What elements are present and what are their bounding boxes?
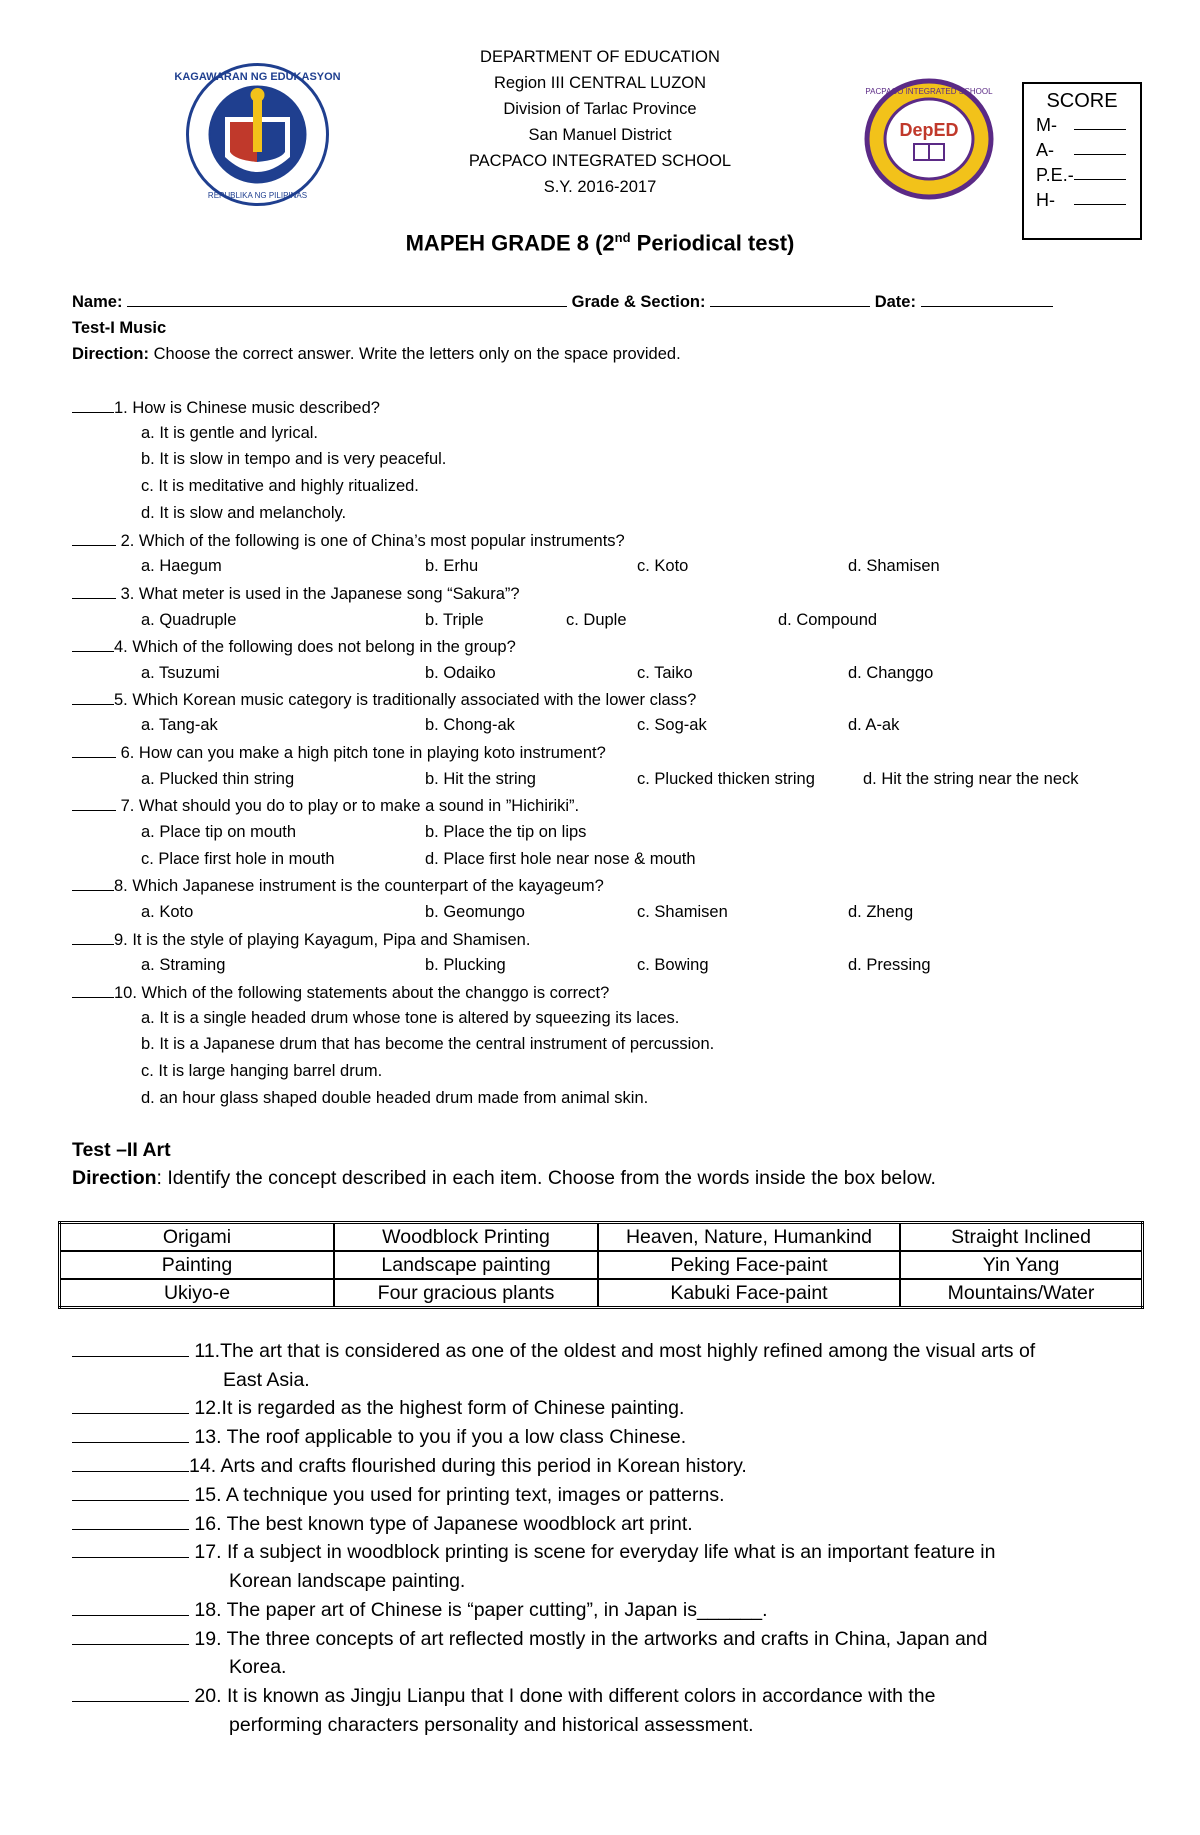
art-item-12: 12.It is regarded as the highest form of Chinese painting. bbox=[72, 1394, 684, 1422]
student-info-row bbox=[72, 288, 1053, 314]
art-item-11: 11.The art that is considered as one of the oldest and most highly refined among the visual arts of bbox=[72, 1337, 1035, 1365]
page-title: MAPEH GRADE 8 (2nd Periodical test) bbox=[405, 230, 795, 256]
word-box-row bbox=[60, 1251, 1143, 1279]
word-box-cell: Landscape painting bbox=[334, 1251, 598, 1279]
answer-blank[interactable] bbox=[72, 394, 114, 413]
header-line: DEPARTMENT OF EDUCATION bbox=[480, 48, 720, 66]
school-header bbox=[300, 44, 900, 200]
option: a. Koto bbox=[141, 903, 194, 921]
option: a. It is gentle and lyrical. bbox=[141, 424, 319, 442]
word-box-cell: Mountains/Water bbox=[900, 1279, 1143, 1308]
question-3: 3. What meter is used in the Japanese song “Sakura”? bbox=[72, 580, 520, 606]
art-item-cont: Korea. bbox=[229, 1656, 287, 1678]
score-row-music[interactable]: M- bbox=[1024, 113, 1140, 138]
option: c. It is large hanging barrel drum. bbox=[141, 1062, 383, 1080]
art-item-15: 15. A technique you used for printing text, images or patterns. bbox=[72, 1481, 725, 1509]
header-line: PACPACO INTEGRATED SCHOOL bbox=[468, 152, 732, 170]
header-line: San Manuel District bbox=[528, 126, 672, 144]
question-6: 6. How can you make a high pitch tone in playing koto instrument? bbox=[72, 739, 606, 765]
test1-heading: Test-I Music bbox=[72, 319, 167, 337]
answer-blank[interactable] bbox=[72, 633, 114, 652]
option: b. Erhu bbox=[425, 557, 479, 575]
score-row-pe[interactable]: P.E.- bbox=[1024, 163, 1140, 188]
seal-bottom-text: REPUBLIKA NG PILIPINAS bbox=[207, 191, 308, 200]
answer-blank[interactable] bbox=[72, 872, 114, 891]
option: a. Plucked thin string bbox=[141, 770, 295, 788]
option: d. Pressing bbox=[848, 956, 931, 974]
word-box-cell: Painting bbox=[60, 1251, 335, 1279]
option: a. It is a single headed drum whose tone is altered by squeezing its laces. bbox=[141, 1009, 680, 1027]
score-title: SCORE bbox=[1046, 90, 1118, 112]
art-item-20: 20. It is known as Jingju Lianpu that I done with different colors in accordance with the bbox=[72, 1682, 936, 1710]
art-item-cont: Korean landscape painting. bbox=[229, 1570, 466, 1592]
grade-section-field[interactable] bbox=[710, 288, 870, 307]
header-line: Region III CENTRAL LUZON bbox=[493, 74, 707, 92]
date-label: Date: bbox=[874, 293, 916, 311]
art-item-14: 14. Arts and crafts flourished during this period in Korean history. bbox=[72, 1452, 747, 1480]
question-4: 4. Which of the following does not belong in the group? bbox=[72, 633, 516, 659]
option: a. Tang-ak bbox=[141, 716, 218, 734]
answer-blank[interactable] bbox=[72, 739, 116, 758]
question-2: 2. Which of the following is one of China’s most popular instruments? bbox=[72, 527, 625, 553]
option: b. Odaiko bbox=[425, 664, 496, 682]
word-box-cell: Peking Face-paint bbox=[598, 1251, 900, 1279]
answer-blank[interactable] bbox=[72, 1453, 189, 1472]
school-seal-ring-text: PACPACO INTEGRATED SCHOOL bbox=[865, 87, 993, 96]
option: c. It is meditative and highly ritualized. bbox=[141, 477, 419, 495]
option: c. Place first hole in mouth bbox=[141, 850, 335, 868]
question-10: 10. Which of the following statements about the changgo is correct? bbox=[72, 979, 609, 1005]
art-item-cont: performing characters personality and historical assessment. bbox=[229, 1714, 754, 1736]
art-item-13: 13. The roof applicable to you if you a low class Chinese. bbox=[72, 1423, 686, 1451]
name-field[interactable] bbox=[127, 288, 567, 307]
word-box-cell: Origami bbox=[60, 1223, 335, 1252]
seal-top-text: KAGAWARAN NG EDUKASYON bbox=[174, 71, 341, 83]
option: b. It is a Japanese drum that has become the central instrument of percussion. bbox=[141, 1035, 715, 1053]
answer-blank[interactable] bbox=[72, 527, 116, 546]
answer-blank[interactable] bbox=[72, 1395, 189, 1414]
answer-blank[interactable] bbox=[72, 792, 116, 811]
score-row-health[interactable]: H- bbox=[1024, 188, 1140, 213]
word-box-cell: Woodblock Printing bbox=[334, 1223, 598, 1252]
date-field[interactable] bbox=[921, 288, 1053, 307]
question-1: 1. How is Chinese music described? bbox=[72, 394, 380, 420]
art-item-cont: East Asia. bbox=[223, 1369, 310, 1391]
option: c. Sog-ak bbox=[637, 716, 707, 734]
answer-blank[interactable] bbox=[72, 1482, 189, 1501]
word-box-cell: Kabuki Face-paint bbox=[598, 1279, 900, 1308]
option: a. Haegum bbox=[141, 557, 222, 575]
answer-blank[interactable] bbox=[72, 1683, 189, 1702]
word-box-row bbox=[60, 1223, 1143, 1252]
word-box bbox=[58, 1221, 1144, 1309]
answer-blank[interactable] bbox=[72, 1424, 189, 1443]
question-8: 8. Which Japanese instrument is the counterpart of the kayageum? bbox=[72, 872, 604, 898]
option: d. A-ak bbox=[848, 716, 900, 734]
option: b. Chong-ak bbox=[425, 716, 515, 734]
option: c. Taiko bbox=[637, 664, 693, 682]
option: d. an hour glass shaped double headed drum made from animal skin. bbox=[141, 1089, 649, 1107]
option: c. Duple bbox=[566, 611, 627, 629]
header-line: Division of Tarlac Province bbox=[503, 100, 697, 118]
word-box-row bbox=[60, 1279, 1143, 1308]
option: a. Place tip on mouth bbox=[141, 823, 297, 841]
option: d. Shamisen bbox=[848, 557, 940, 575]
option: b. Geomungo bbox=[425, 903, 525, 921]
option: a. Tsuzumi bbox=[141, 664, 220, 682]
option: d. Changgo bbox=[848, 664, 934, 682]
option: d. Place first hole near nose & mouth bbox=[425, 850, 696, 868]
word-box-cell: Ukiyo-e bbox=[60, 1279, 335, 1308]
option: b. Place the tip on lips bbox=[425, 823, 587, 841]
score-row-arts[interactable]: A- bbox=[1024, 138, 1140, 163]
option: c. Plucked thicken string bbox=[637, 770, 815, 788]
art-item-17: 17. If a subject in woodblock printing is scene for everyday life what is an important feature in bbox=[72, 1538, 995, 1566]
answer-blank[interactable] bbox=[72, 1511, 189, 1530]
header-line: S.Y. 2016-2017 bbox=[543, 178, 657, 196]
name-label: Name: bbox=[72, 293, 123, 311]
option: d. Zheng bbox=[848, 903, 914, 921]
word-box-cell: Yin Yang bbox=[900, 1251, 1143, 1279]
question-5: 5. Which Korean music category is traditionally associated with the lower class? bbox=[72, 686, 696, 712]
deped-wordmark: DepED bbox=[899, 120, 959, 140]
art-item-18: 18. The paper art of Chinese is “paper cutting”, in Japan is______. bbox=[72, 1596, 768, 1624]
option: a. Quadruple bbox=[141, 611, 237, 629]
option: b. It is slow in tempo and is very peaceful. bbox=[141, 450, 447, 468]
test2-direction: Direction: Identify the concept described in each item. Choose from the words inside the box below. bbox=[72, 1167, 936, 1189]
option: b. Hit the string bbox=[425, 770, 536, 788]
option: d. It is slow and melancholy. bbox=[141, 504, 347, 522]
test2-heading: Test –II Art bbox=[72, 1139, 171, 1161]
grade-section-label: Grade & Section: bbox=[571, 293, 706, 311]
art-item-16: 16. The best known type of Japanese woodblock art print. bbox=[72, 1510, 693, 1538]
option: b. Plucking bbox=[425, 956, 506, 974]
option: d. Compound bbox=[778, 611, 878, 629]
word-box-cell: Four gracious plants bbox=[334, 1279, 598, 1308]
option: a. Straming bbox=[141, 956, 226, 974]
option: c. Bowing bbox=[637, 956, 709, 974]
score-box bbox=[1022, 82, 1142, 240]
answer-blank[interactable] bbox=[72, 1338, 189, 1357]
answer-blank[interactable] bbox=[72, 686, 114, 705]
option: c. Koto bbox=[637, 557, 689, 575]
answer-blank[interactable] bbox=[72, 926, 114, 945]
option: c. Shamisen bbox=[637, 903, 728, 921]
option: b. Triple bbox=[425, 611, 484, 629]
test1-direction: Direction: Choose the correct answer. Write the letters only on the space provided. bbox=[72, 345, 681, 363]
word-box-cell: Heaven, Nature, Humankind bbox=[598, 1223, 900, 1252]
answer-blank[interactable] bbox=[72, 580, 116, 599]
answer-blank[interactable] bbox=[72, 1597, 189, 1616]
word-box-cell: Straight Inclined bbox=[900, 1223, 1143, 1252]
art-item-19: 19. The three concepts of art reflected mostly in the artworks and crafts in China, Japan and bbox=[72, 1625, 988, 1653]
answer-blank[interactable] bbox=[72, 1626, 189, 1645]
question-9: 9. It is the style of playing Kayagum, Pipa and Shamisen. bbox=[72, 926, 530, 952]
question-7: 7. What should you do to play or to make a sound in ”Hichiriki”. bbox=[72, 792, 579, 818]
school-seal-logo bbox=[864, 78, 994, 200]
option: d. Hit the string near the neck bbox=[863, 770, 1079, 788]
answer-blank[interactable] bbox=[72, 1539, 189, 1558]
answer-blank[interactable] bbox=[72, 979, 114, 998]
